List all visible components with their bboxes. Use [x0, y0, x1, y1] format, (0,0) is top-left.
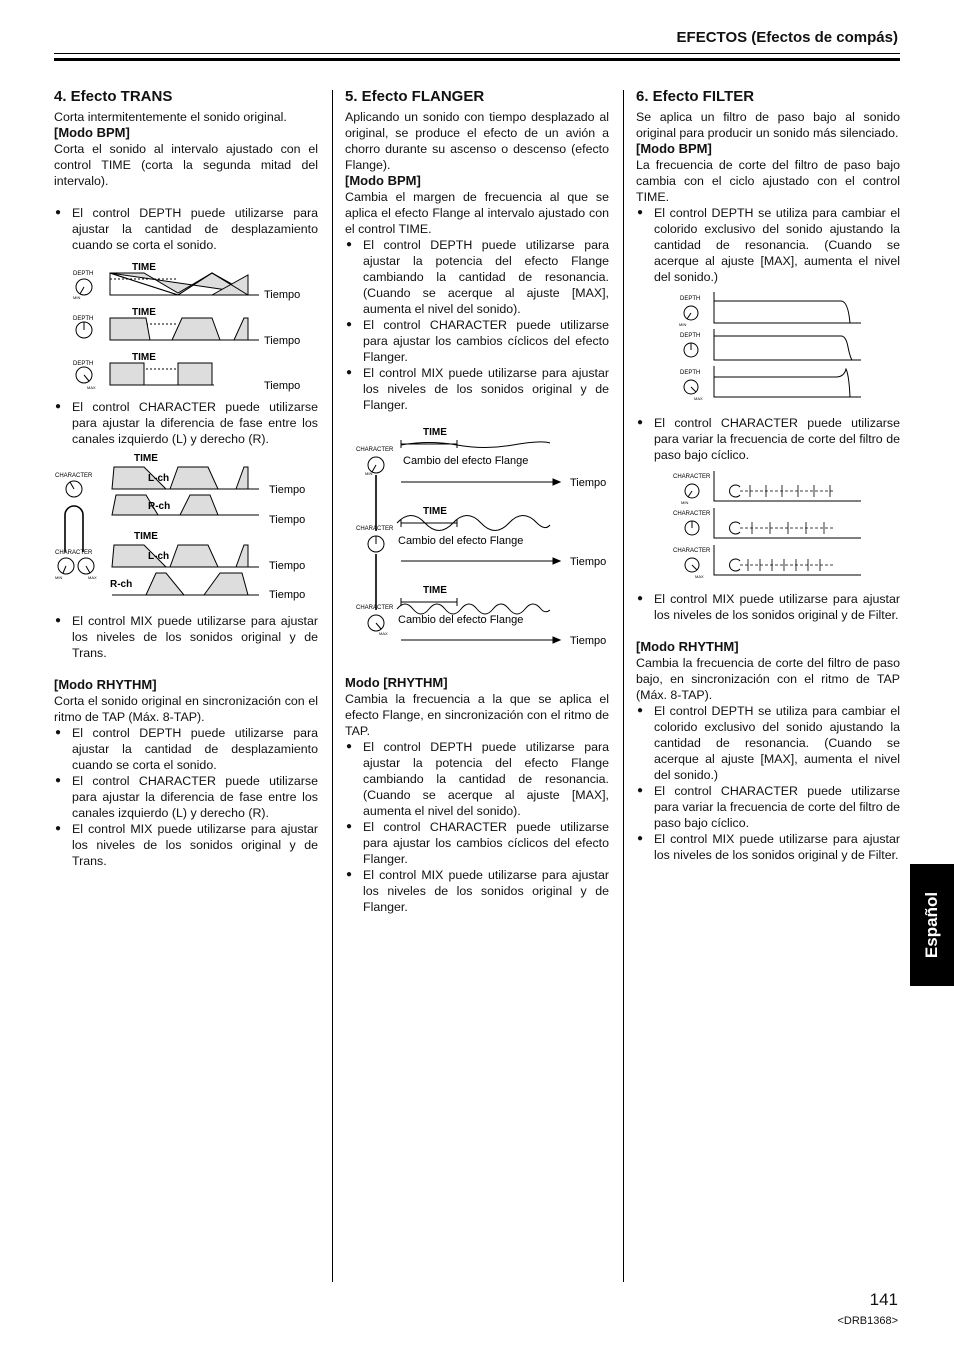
- character-label: CHARACTER: [673, 474, 711, 480]
- axis-label-tiempo: Tiempo: [264, 289, 301, 301]
- page-number: 141: [869, 1290, 898, 1309]
- rhythm-text: Cambia la frecuencia a la que se aplica el efecto Flange, en sincronización con el ritmo de TAP.: [345, 692, 609, 738]
- bpm-bullet: ● El control MIX puede utilizarse para ajustar los niveles de los sonidos original y de Flanger.: [345, 365, 609, 413]
- time-label: TIME: [423, 427, 447, 438]
- column-filter: [636, 88, 900, 863]
- axis-label-tiempo: Tiempo: [264, 335, 301, 347]
- bpm-heading: [Modo BPM]: [345, 173, 421, 188]
- bpm-heading: [Modo BPM]: [636, 141, 712, 156]
- axis-label-tiempo: Tiempo: [570, 635, 607, 647]
- trans-depth-diagram: [54, 253, 318, 399]
- column-flanger: [345, 88, 609, 915]
- rhythm-bullet: ● El control CHARACTER puede utilizarse para ajustar la diferencia de fase entre los canales izquierdo (L) y derecho (R).: [54, 773, 318, 821]
- column-divider: [623, 90, 624, 1282]
- time-label: TIME: [132, 262, 156, 273]
- depth-label: DEPTH: [680, 370, 701, 376]
- document-code: <DRB1368>: [837, 1315, 898, 1327]
- rhythm-bullet: ● El control DEPTH puede utilizarse para ajustar la cantidad de desplazamiento cuando se corta el sonido.: [54, 725, 318, 773]
- rhythm-bullet: ● El control DEPTH puede utilizarse para ajustar la potencia del efecto Flange cambiando la cantidad de resonancia. (Cuando se acerque al ajuste [MAX], aumenta el nivel del sonido).: [345, 739, 609, 819]
- character-label: CHARACTER: [55, 550, 93, 556]
- character-label: CHARACTER: [356, 447, 394, 453]
- bpm-text: La frecuencia de corte del filtro de paso bajo cambia con el ciclo ajustado con el control TIME.: [636, 158, 900, 204]
- section-heading-trans: 4. Efecto TRANS: [54, 88, 173, 105]
- rhythm-text: Corta el sonido original en sincronización con el ritmo de TAP (Máx. 8-TAP).: [54, 694, 318, 724]
- depth-label: DEPTH: [73, 271, 94, 277]
- bpm-heading: [Modo BPM]: [54, 125, 130, 140]
- time-label: TIME: [132, 352, 156, 363]
- section-title: EFECTOS (Efectos de compás): [676, 29, 898, 46]
- bullet-character: ● El control CHARACTER puede utilizarse para ajustar la diferencia de fase entre los canales izquierdo (L) y derecho (R).: [54, 399, 318, 447]
- rhythm-bullet: ● El control DEPTH se utiliza para cambiar el colorido exclusivo del sonido ajustando la cantidad de resonancia. (Cuando se acerque al ajuste [MAX], aumenta el nivel del sonido.): [636, 703, 900, 783]
- rch-label: R-ch: [148, 501, 171, 512]
- header-rule-thick: [54, 58, 900, 61]
- depth-label: DEPTH: [73, 361, 94, 367]
- filter-character-diagram: [636, 463, 900, 591]
- intro-text: Corta intermitentemente el sonido original.: [54, 110, 287, 124]
- section-heading-filter: 6. Efecto FILTER: [636, 88, 755, 105]
- axis-label-tiempo: Tiempo: [570, 477, 607, 489]
- axis-label-tiempo: Tiempo: [269, 589, 306, 601]
- bullet-mix: ● El control MIX puede utilizarse para ajustar los niveles de los sonidos original y de Filter.: [636, 591, 900, 623]
- section-heading-flanger: 5. Efecto FLANGER: [345, 88, 485, 105]
- max-label: MAX: [379, 631, 388, 636]
- rch-label: R-ch: [110, 579, 133, 590]
- trans-character-diagram: [54, 447, 318, 613]
- axis-label-tiempo: Tiempo: [264, 380, 301, 392]
- min-label: MIN: [365, 471, 373, 476]
- flange-change-label: Cambio del efecto Flange: [403, 455, 529, 467]
- bullet-mix: ● El control MIX puede utilizarse para ajustar los niveles de los sonidos original y de Trans.: [54, 613, 318, 661]
- bullet-depth: ● El control DEPTH puede utilizarse para ajustar la cantidad de desplazamiento cuando se corta el sonido.: [54, 205, 318, 253]
- rhythm-bullet: ● El control CHARACTER puede utilizarse para variar la frecuencia de corte del filtro de paso bajo cíclico.: [636, 783, 900, 831]
- bullet-character: ● El control CHARACTER puede utilizarse para variar la frecuencia de corte del filtro de paso bajo cíclico.: [636, 415, 900, 463]
- column-trans: [54, 88, 318, 869]
- max-label: MAX: [694, 396, 703, 401]
- time-label: TIME: [423, 585, 447, 596]
- rhythm-heading: Modo [RHYTHM]: [345, 675, 448, 690]
- rhythm-bullet: ● El control MIX puede utilizarse para ajustar los niveles de los sonidos original y de Flanger.: [345, 867, 609, 915]
- min-label: MIN: [73, 295, 81, 300]
- axis-label-tiempo: Tiempo: [269, 514, 306, 526]
- intro-text: Aplicando un sonido con tiempo desplazado al original, se produce el efecto de un avión a chorro durante su ascenso o descenso (efecto Flange).: [345, 110, 609, 172]
- max-label: MAX: [695, 574, 704, 579]
- max-label: MAX: [88, 575, 97, 580]
- bpm-text: Corta el sonido al intervalo ajustado con el control TIME (corta la segunda mitad del intervalo).: [54, 142, 318, 188]
- flange-change-label: Cambio del efecto Flange: [398, 614, 524, 626]
- header-rule: [54, 53, 900, 54]
- character-label: CHARACTER: [673, 548, 711, 554]
- bpm-text: Cambia el margen de frecuencia al que se aplica el efecto Flange al intervalo ajustado con el control TIME.: [345, 190, 609, 236]
- time-label: TIME: [132, 307, 156, 318]
- axis-label-tiempo: Tiempo: [570, 556, 607, 568]
- rhythm-heading: [Modo RHYTHM]: [636, 639, 739, 654]
- bullet-depth: ● El control DEPTH se utiliza para cambiar el colorido exclusivo del sonido ajustando la cantidad de resonancia. (Cuando se acerque al ajuste [MAX], aumenta el nivel del sonido.): [636, 205, 900, 285]
- column-divider: [332, 90, 333, 1282]
- flanger-diagram: [345, 413, 609, 675]
- character-label: CHARACTER: [356, 605, 394, 611]
- rhythm-bullet: ● El control MIX puede utilizarse para ajustar los niveles de los sonidos original y de Filter.: [636, 831, 900, 863]
- min-label: MIN: [679, 322, 687, 327]
- depth-label: DEPTH: [680, 333, 701, 339]
- rhythm-heading: [Modo RHYTHM]: [54, 677, 157, 692]
- lch-label: L-ch: [148, 473, 170, 484]
- axis-label-tiempo: Tiempo: [269, 560, 306, 572]
- time-label: TIME: [134, 453, 158, 464]
- rhythm-bullet: ● El control MIX puede utilizarse para ajustar los niveles de los sonidos original y de Trans.: [54, 821, 318, 869]
- lch-label: L-ch: [148, 551, 170, 562]
- max-label: MAX: [87, 385, 96, 390]
- intro-text: Se aplica un filtro de paso bajo al sonido original para producir un sonido más silenciado.: [636, 110, 900, 140]
- flange-change-label: Cambio del efecto Flange: [398, 535, 524, 547]
- language-label: Español: [922, 891, 941, 959]
- bpm-bullet: ● El control CHARACTER puede utilizarse para ajustar los cambios cíclicos del efecto Flanger.: [345, 317, 609, 365]
- filter-depth-diagram: [636, 285, 900, 415]
- min-label: MIN: [681, 500, 689, 505]
- character-label: CHARACTER: [356, 526, 394, 532]
- time-label: TIME: [423, 506, 447, 517]
- bpm-bullet: ● El control DEPTH puede utilizarse para ajustar la potencia del efecto Flange cambiando la cantidad de resonancia. (Cuando se acerque al ajuste [MAX], aumenta el nivel del sonido).: [345, 237, 609, 317]
- language-tab: [910, 864, 954, 986]
- rhythm-text: Cambia la frecuencia de corte del filtro de paso bajo, en sincronización con el ritmo de TAP (Máx. 8-TAP).: [636, 656, 900, 702]
- rhythm-bullet: ● El control CHARACTER puede utilizarse para ajustar los cambios cíclicos del efecto Flanger.: [345, 819, 609, 867]
- depth-label: DEPTH: [73, 316, 94, 322]
- time-label: TIME: [134, 531, 158, 542]
- min-label: MIN: [55, 575, 63, 580]
- character-label: CHARACTER: [673, 511, 711, 517]
- depth-label: DEPTH: [680, 296, 701, 302]
- character-label: CHARACTER: [55, 473, 93, 479]
- axis-label-tiempo: Tiempo: [269, 484, 306, 496]
